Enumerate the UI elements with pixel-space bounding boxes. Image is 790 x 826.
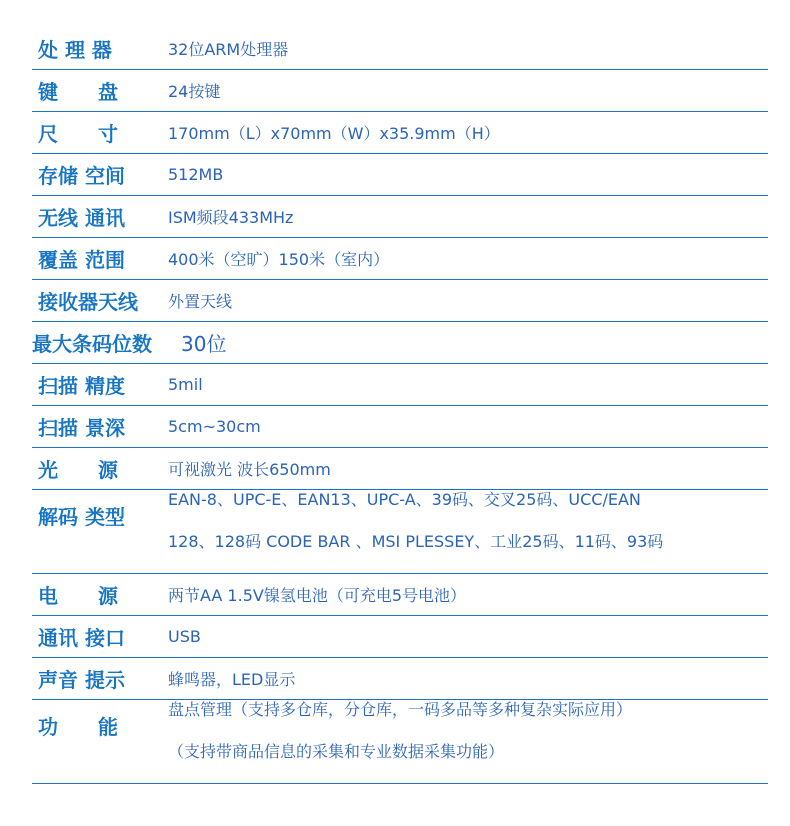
spec-value: 5mil — [168, 375, 203, 394]
spec-value: 170mm（L）x70mm（W）x35.9mm（H） — [168, 124, 500, 143]
spec-value: 可视激光 波长650mm — [168, 460, 331, 479]
spec-value-line: EAN-8、UPC-E、EAN13、UPC-A、39码、交叉25码、UCC/EAN — [168, 490, 641, 509]
spec-label: 扫描 景深 — [38, 416, 125, 440]
spec-row-scan-depth — [32, 406, 768, 448]
spec-row-interface — [32, 616, 768, 658]
spec-row-function — [32, 700, 768, 784]
spec-value: 两节AA 1.5V镍氢电池（可充电5号电池） — [168, 586, 466, 605]
spec-table — [32, 28, 768, 784]
spec-value: 24按键 — [168, 82, 221, 101]
spec-row-power — [32, 574, 768, 616]
spec-label: 通讯 接口 — [38, 626, 125, 650]
spec-value: USB — [168, 627, 201, 646]
spec-label: 无线 通讯 — [38, 206, 125, 230]
spec-value: 512MB — [168, 165, 224, 184]
spec-label: 声音 提示 — [38, 668, 125, 692]
spec-value: 32位ARM处理器 — [168, 40, 289, 59]
spec-label: 处 理 器 — [38, 38, 112, 62]
spec-row-storage — [32, 154, 768, 196]
spec-label: 存储 空间 — [38, 164, 125, 188]
spec-row-decode-types — [32, 490, 768, 574]
spec-label: 最大条码位数 — [32, 332, 152, 356]
spec-label: 扫描 精度 — [38, 374, 125, 398]
spec-label: 电 源 — [38, 584, 118, 608]
spec-value — [168, 689, 632, 784]
spec-value: 30位 — [181, 332, 227, 356]
spec-label: 光 源 — [38, 458, 118, 482]
spec-value: 蜂鸣器，LED显示 — [168, 670, 296, 689]
spec-value — [168, 479, 663, 574]
spec-value-line: 盘点管理（支持多仓库，分仓库，一码多品等多种复杂实际应用） — [168, 700, 633, 719]
spec-row-max-barcode — [32, 322, 768, 364]
spec-value: 400米（空旷）150米（室内） — [168, 250, 390, 269]
spec-value: 外置天线 — [168, 292, 233, 311]
spec-value: ISM频段433MHz — [168, 208, 294, 227]
spec-label: 接收器天线 — [38, 290, 138, 314]
spec-label: 覆盖 范围 — [38, 248, 125, 272]
spec-value-line: 128、128码 CODE BAR 、MSI PLESSEY、工业25码、11码、93码 — [168, 532, 664, 551]
spec-row-antenna — [32, 280, 768, 322]
spec-value-line: （支持带商品信息的采集和专业数据采集功能） — [168, 742, 505, 761]
spec-row-coverage — [32, 238, 768, 280]
spec-label: 键 盘 — [38, 80, 118, 104]
spec-label: 尺 寸 — [38, 122, 118, 146]
spec-label: 解码 类型 — [38, 505, 125, 529]
spec-row-keyboard — [32, 70, 768, 112]
spec-row-scan-precision — [32, 364, 768, 406]
spec-row-wireless — [32, 196, 768, 238]
spec-row-processor — [32, 28, 768, 70]
spec-label: 功 能 — [38, 715, 118, 739]
spec-row-size — [32, 112, 768, 154]
spec-value: 5cm~30cm — [168, 417, 261, 436]
